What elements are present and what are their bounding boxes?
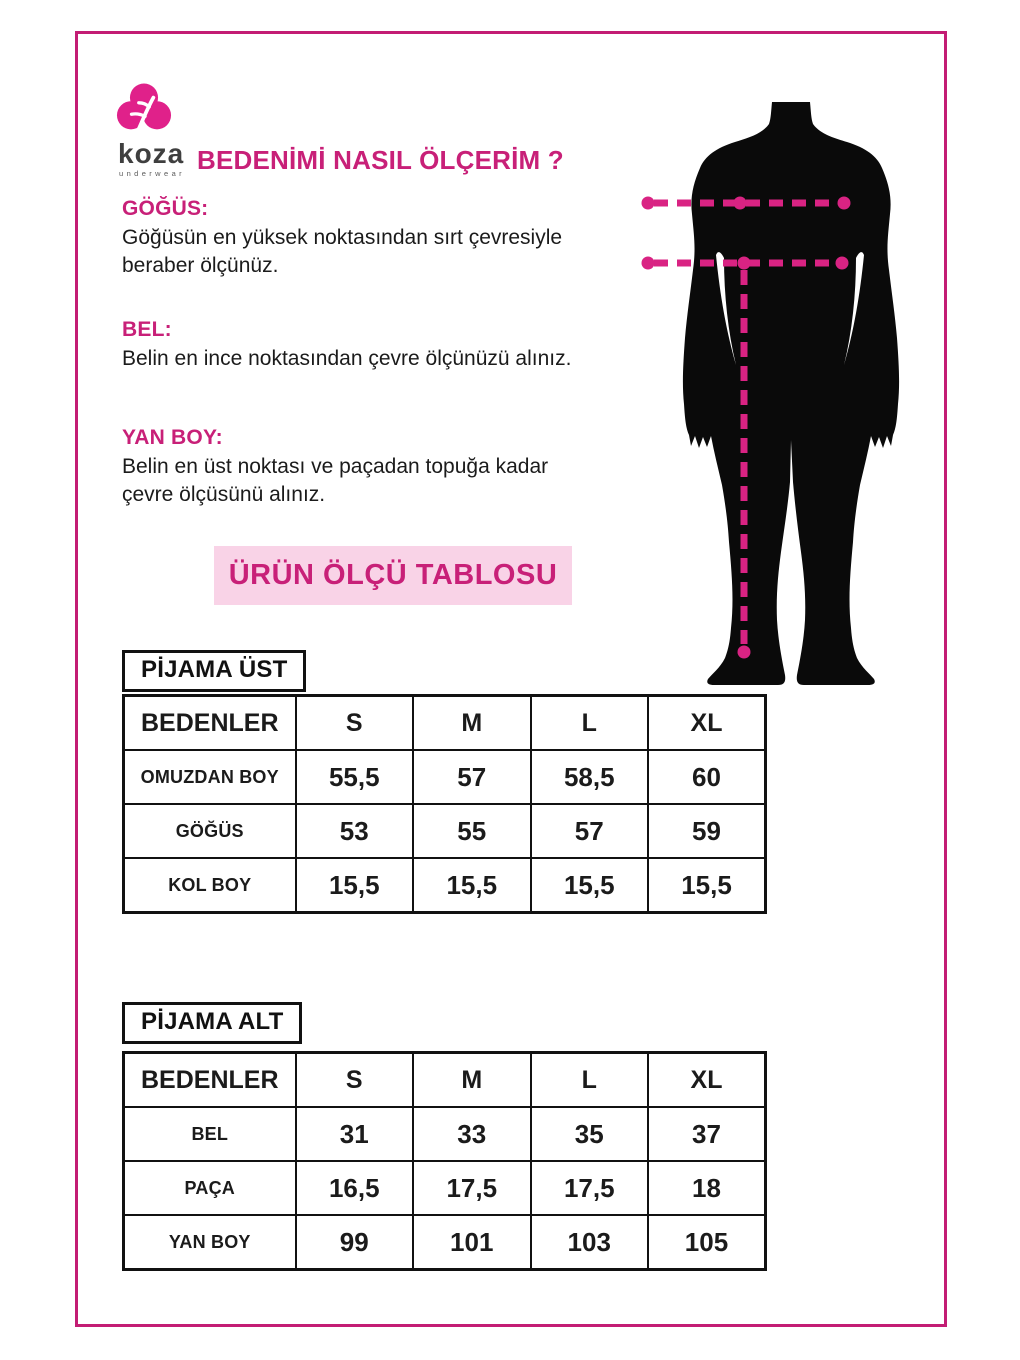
section-gogus-body: Göğüsün en yüksek noktasından sırt çevresiyle beraber ölçünüz. [122,226,563,277]
table-title-pijama-alt: PİJAMA ALT [122,1002,302,1044]
size-value-cell: 99 [296,1215,414,1270]
table-header-row [124,696,766,751]
size-value-cell: 17,5 [413,1161,531,1215]
size-value-cell: 15,5 [413,858,531,913]
row-label-cell: BEL [124,1107,296,1161]
table-header-cell: S [296,1053,414,1108]
size-table-pijama-ust [122,694,767,914]
size-value-cell: 103 [531,1215,649,1270]
section-gogus-heading: GÖĞÜS: [122,197,209,220]
size-value-cell: 18 [648,1161,766,1215]
size-value-cell: 37 [648,1107,766,1161]
table-row [124,1161,766,1215]
table-row [124,804,766,858]
table-header-cell: M [413,696,531,751]
table-header-cell: XL [648,696,766,751]
row-label-cell: KOL BOY [124,858,296,913]
table-row [124,1215,766,1270]
table-header-row [124,1053,766,1108]
table-row [124,858,766,913]
table-header-cell: BEDENLER [124,1053,296,1108]
table-title-pijama-ust: PİJAMA ÜST [122,650,306,692]
size-value-cell: 16,5 [296,1161,414,1215]
size-value-cell: 31 [296,1107,414,1161]
size-value-cell: 33 [413,1107,531,1161]
size-value-cell: 105 [648,1215,766,1270]
size-table-banner: ÜRÜN ÖLÇÜ TABLOSU [214,546,572,605]
size-value-cell: 58,5 [531,750,649,804]
size-value-cell: 101 [413,1215,531,1270]
brand-subtitle: underwear [119,169,186,178]
section-yanboy-heading: YAN BOY: [122,426,223,449]
size-value-cell: 15,5 [648,858,766,913]
body-silhouette [683,102,899,685]
table-header-cell: M [413,1053,531,1108]
page-title: BEDENİMİ NASIL ÖLÇERİM ? [197,145,564,175]
size-value-cell: 59 [648,804,766,858]
size-value-cell: 57 [531,804,649,858]
size-value-cell: 55,5 [296,750,414,804]
koza-logo-icon [116,82,172,134]
size-value-cell: 57 [413,750,531,804]
row-label-cell: YAN BOY [124,1215,296,1270]
section-bel-body: Belin en ince noktasından çevre ölçünüzü alınız. [122,347,572,370]
row-label-cell: GÖĞÜS [124,804,296,858]
table-row [124,750,766,804]
table-header-cell: BEDENLER [124,696,296,751]
size-value-cell: 60 [648,750,766,804]
size-value-cell: 53 [296,804,414,858]
table-header-cell: XL [648,1053,766,1108]
size-value-cell: 17,5 [531,1161,649,1215]
section-bel-heading: BEL: [122,318,172,341]
size-table-pijama-alt [122,1051,767,1271]
brand-name: koza [118,138,185,169]
table-row [124,1107,766,1161]
table-header-cell: L [531,1053,649,1108]
row-label-cell: PAÇA [124,1161,296,1215]
size-value-cell: 15,5 [531,858,649,913]
table-header-cell: S [296,696,414,751]
table-header-cell: L [531,696,649,751]
body-silhouette-figure [638,80,942,698]
section-yanboy-body: Belin en üst noktası ve paçadan topuğa kadar çevre ölçüsünü alınız. [122,455,549,506]
size-value-cell: 35 [531,1107,649,1161]
row-label-cell: OMUZDAN BOY [124,750,296,804]
size-value-cell: 15,5 [296,858,414,913]
size-value-cell: 55 [413,804,531,858]
